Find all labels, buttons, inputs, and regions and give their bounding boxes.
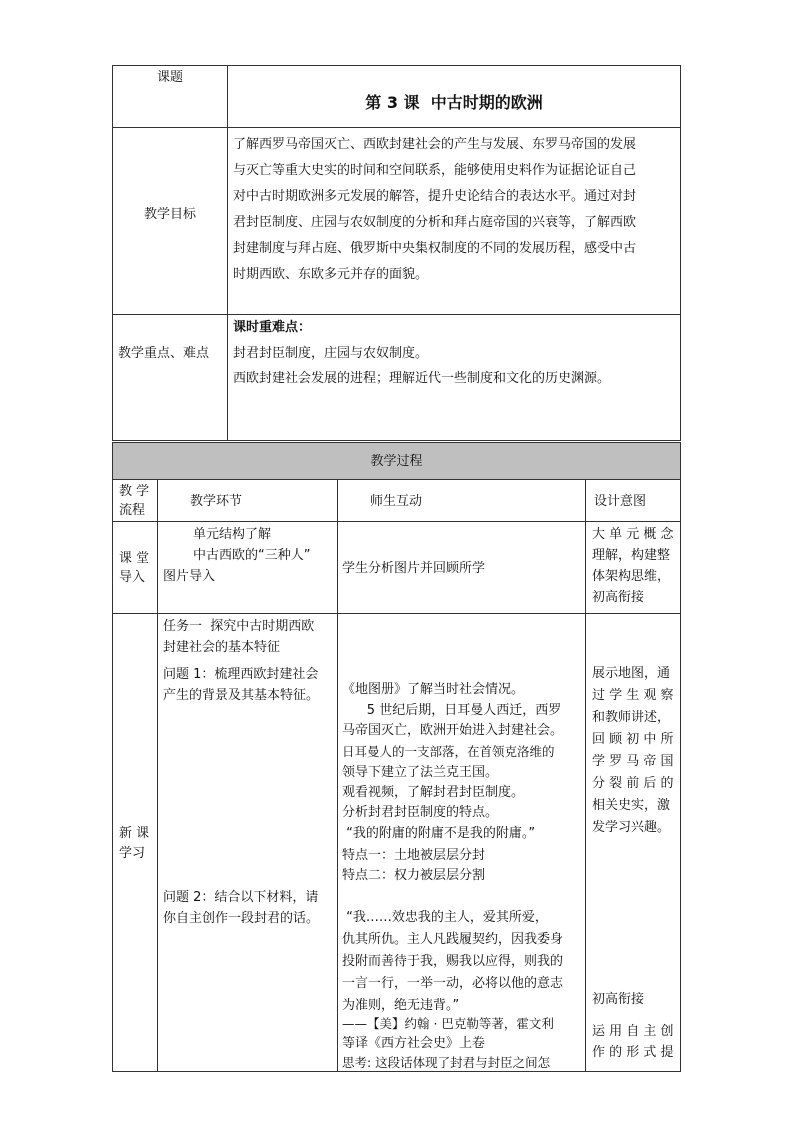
q2-line1: 问题 2：结合以下材料，请 — [163, 890, 319, 905]
row2-intent2: 初高衔接 — [592, 992, 645, 1007]
goals-label: 教学目标 — [143, 207, 196, 222]
col-flow-line1: 教 学 — [119, 484, 150, 499]
col-flow-line2: 流程 — [119, 503, 146, 518]
row1-interaction: 学生分析图片并回顾所学 — [342, 561, 486, 576]
row1-intent-line4: 初高衔接 — [592, 590, 645, 605]
row2-source-line2: 等译《西方社会史》上卷 — [342, 1036, 486, 1051]
row1-flow-line1: 课 堂 — [119, 551, 150, 566]
keypoints-label: 教学重点、难点 — [118, 346, 210, 361]
row1-link-line3: 图片导入 — [163, 569, 216, 584]
row1-link-line2: 中古西欧的“三种人” — [193, 548, 311, 563]
row2-flow-line2: 学习 — [119, 846, 146, 861]
q1-line2: 产生的背景及其基本特征。 — [163, 688, 320, 703]
col-intent: 设计意图 — [594, 494, 647, 509]
q1-line1: 问题 1：梳理西欧封建社会 — [163, 667, 319, 682]
row1-flow-line2: 导入 — [119, 570, 146, 585]
row2-think: 思考: 这段话体现了封君与封臣之间怎 — [342, 1055, 551, 1070]
row1-intent-line2: 理解，构建整 — [592, 548, 671, 563]
row1-link-line1: 单元结构了解 — [193, 527, 272, 542]
row1-intent-line1: 大 单 元 概 念 — [592, 527, 674, 542]
keypoints-line-2: 西欧封建社会发展的进程；理解近代一些制度和文化的历史渊源。 — [233, 371, 611, 386]
col-link: 教学环节 — [190, 494, 243, 509]
keypoints-heading: 课时重难点： — [233, 320, 312, 335]
col-interaction: 师生互动 — [370, 494, 423, 509]
task-line2: 封建社会的基本特征 — [163, 640, 281, 655]
row2-intent3-line1: 运 用 自 主 创 — [592, 1024, 674, 1039]
keypoints-line-1: 封君封臣制度，庄园与农奴制度。 — [233, 346, 429, 361]
row2-flow-line1: 新 课 — [119, 826, 150, 841]
task-line1: 任务一 探究中古时期西欧 — [163, 619, 315, 634]
q2-line2: 你自主创作一段封君的话。 — [163, 911, 320, 926]
subject-label: 课题 — [156, 70, 183, 85]
lesson-title: 第 3 课 中古时期的欧洲 — [365, 93, 543, 112]
row2-source-line1: ——【美】约翰 · 巴克勒等著，霍文利 — [342, 1016, 554, 1031]
process-header: 教学过程 — [370, 454, 423, 469]
row2-intent3-line2: 作 的 形 式 提 — [592, 1045, 674, 1060]
row1-intent-line3: 体架构思维， — [592, 569, 671, 584]
